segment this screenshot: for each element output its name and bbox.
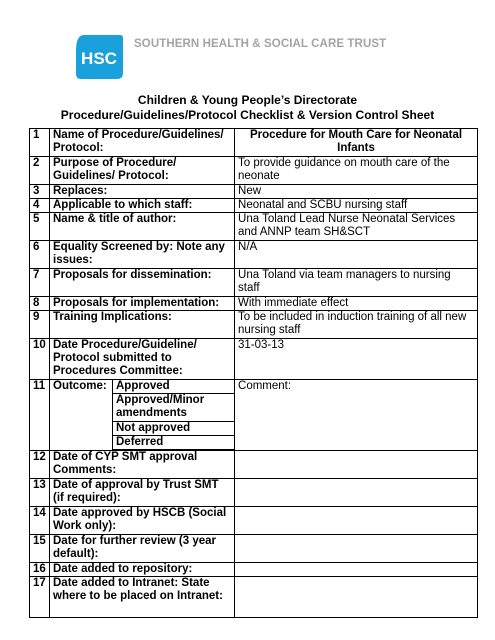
row-number: 1 [30,129,50,157]
row-value [235,563,478,577]
table-row [30,451,478,479]
table-row [30,535,478,563]
row-value [235,535,478,563]
row-number: 17 [30,577,50,618]
table-row [30,577,478,618]
row-label: Replaces: [50,185,235,199]
row-number: 14 [30,507,50,535]
row-label: Date added to repository: [50,563,235,577]
row-label: Name of Procedure/Guidelines/ Protocol: [50,129,235,157]
row-number: 16 [30,563,50,577]
row-number: 2 [30,157,50,185]
row-label: Date added to Intranet: State where to be placed on Intranet: [50,577,235,618]
sheet-title: Procedure/Guidelines/Protocol Checklist & Version Control Sheet [60,108,435,122]
row-number: 13 [30,479,50,507]
checklist-table [29,128,478,618]
row-number: 7 [30,269,50,297]
logo-text: HSC [81,49,117,68]
outcome-row [30,380,478,394]
outcome-label: Outcome: [50,380,113,451]
table-row [30,479,478,507]
table-row [30,241,478,269]
row-number: 5 [30,213,50,241]
row-label: Proposals for dissemination: [50,269,235,297]
row-label: Training Implications: [50,311,235,339]
table-row [30,339,478,380]
row-value: N/A [235,241,478,269]
table-row [30,213,478,241]
row-label: Date Procedure/Guideline/ Protocol submitted to Procedures Committee: [50,339,235,380]
table-row [30,311,478,339]
row-number: 9 [30,311,50,339]
row-label: Applicable to which staff: [50,199,235,213]
row-value: Procedure for Mouth Care for Neonatal Infants [235,129,478,157]
row-value: 31-03-13 [235,339,478,380]
outcome-option-approved: Approved [113,380,235,394]
row-label: Proposals for implementation: [50,297,235,311]
row-label: Date approved by HSCB (Social Work only): [50,507,235,535]
row-value [235,507,478,535]
row-value: Una Toland via team managers to nursing staff [235,269,478,297]
row-value: Neonatal and SCBU nursing staff [235,199,478,213]
row-value [235,479,478,507]
outcome-comment: Comment: [235,380,478,451]
row-number: 3 [30,185,50,199]
table-row [30,563,478,577]
table-row [30,157,478,185]
table-row [30,199,478,213]
row-label: Equality Screened by: Note any issues: [50,241,235,269]
row-value: To be included in induction training of all new nursing staff [235,311,478,339]
outcome-option-deferred: Deferred [113,436,235,450]
row-label: Name & title of author: [50,213,235,241]
row-value [235,451,478,479]
row-value [235,577,478,618]
row-number: 11 [30,380,50,451]
row-number: 10 [30,339,50,380]
row-number: 15 [30,535,50,563]
row-value: New [235,185,478,199]
outcome-option-not-approved: Not approved [113,422,235,436]
row-label: Purpose of Procedure/ Guidelines/ Protocol: [50,157,235,185]
table-row [30,129,478,157]
table-row [30,297,478,311]
row-number: 12 [30,451,50,479]
row-label: Date of CYP SMT approval Comments: [50,451,235,479]
row-number: 4 [30,199,50,213]
row-label: Date of approval by Trust SMT (if required): [50,479,235,507]
table-row [30,507,478,535]
row-value: Una Toland Lead Nurse Neonatal Services and ANNP team SH&SCT [235,213,478,241]
outcome-option-minor-amendments: Approved/Minor amendments [113,394,235,422]
row-value: With immediate effect [235,297,478,311]
hsc-logo [74,33,124,81]
trust-name: SOUTHERN HEALTH & SOCIAL CARE TRUST [134,38,387,50]
row-label: Date for further review (3 year default): [50,535,235,563]
table-row [30,185,478,199]
row-value: To provide guidance on mouth care of the neonate [235,157,478,185]
row-number: 6 [30,241,50,269]
row-number: 8 [30,297,50,311]
table-row [30,269,478,297]
directorate-title: Children & Young People’s Directorate [137,93,358,107]
